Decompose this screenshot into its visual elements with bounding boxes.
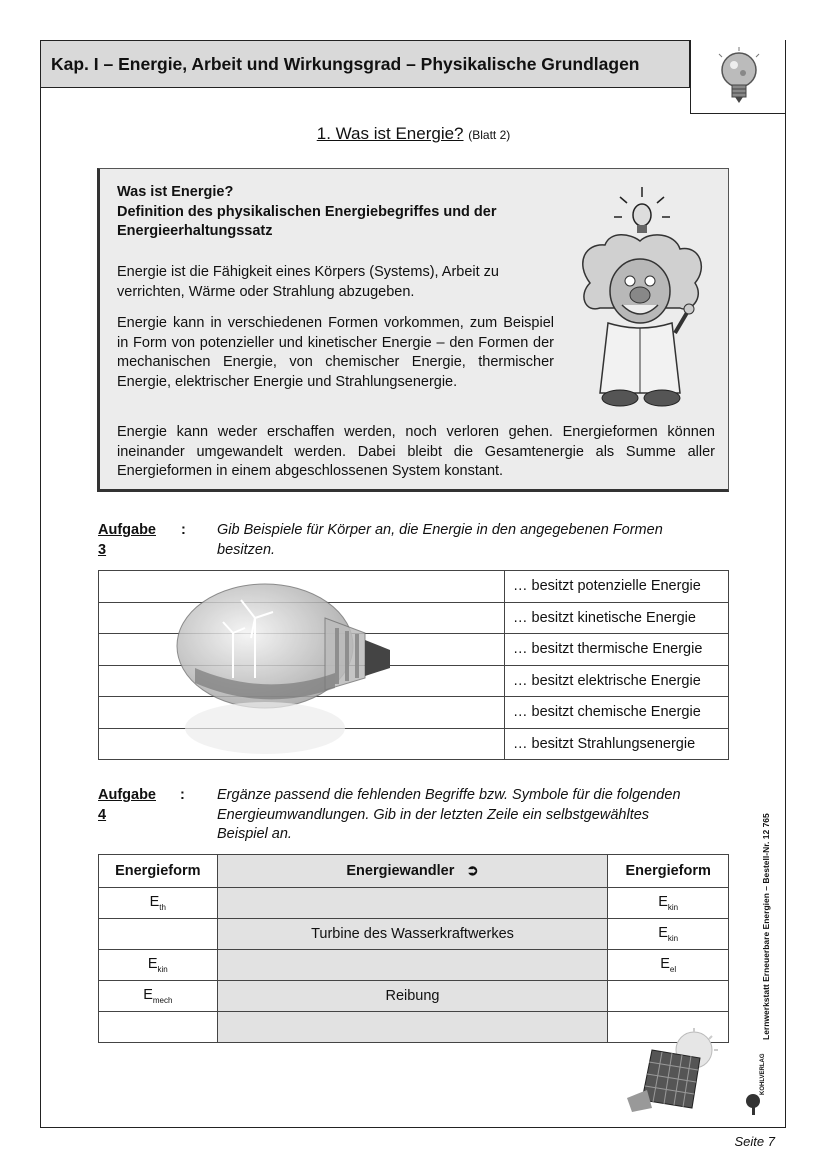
energy-form-label: … besitzt chemische Energie: [505, 697, 729, 729]
energieform-right[interactable]: [608, 981, 729, 1012]
task-3-text: Gib Beispiele für Körper an, die Energie in den angegebenen Formen besitzen.: [217, 522, 663, 558]
page-title: [0, 124, 827, 144]
header-energiewandler: Energiewandler ➲: [217, 855, 608, 888]
energieform-right[interactable]: $E_{kin}$: [608, 888, 729, 919]
task-4-label: Aufgabe 4: [98, 787, 156, 823]
energiewandler-cell[interactable]: Turbine des Wasserkraftwerkes: [217, 919, 608, 950]
definition-paragraph-1: Energie ist die Fähigkeit eines Körpers (Systems), Arbeit zu verrichten, Wärme oder Strahlung abzugeben.: [117, 264, 499, 300]
table-row: [99, 888, 729, 919]
energieform-right[interactable]: $E_{kin}$: [608, 919, 729, 950]
energiewandler-cell[interactable]: Reibung: [217, 981, 608, 1012]
energy-form-label: … besitzt thermische Energie: [505, 634, 729, 666]
task-4-colon: :: [180, 787, 185, 803]
header-logo-box: [690, 40, 786, 114]
energy-form-label: … besitzt potenzielle Energie: [505, 571, 729, 603]
task-4-table: [98, 854, 729, 1043]
definition-heading-2: Definition des physikalischen Energiebegriffes und der Energieerhaltungssatz: [117, 203, 497, 239]
energieform-left[interactable]: [99, 1012, 218, 1043]
energieform-left[interactable]: [99, 919, 218, 950]
lightbulb-windturbine-illustration: [175, 578, 405, 768]
table-row: [99, 919, 729, 950]
series-order-number: Lernwerkstatt Erneuerbare Energien – Bestell-Nr. 12 765: [761, 813, 771, 1040]
task-3-colon: :: [181, 522, 186, 538]
definition-paragraph-2: Energie kann in verschiedenen Formen vorkommen, zum Beispiel in Form von potenzieller und kinetischer Energie – den Formen der mechanischen Energie, von chemischer Energie, thermischer Energie, elektrischer Energie und Strahlungsenergie.: [117, 315, 554, 390]
energy-form-label: … besitzt elektrische Energie: [505, 665, 729, 697]
definition-heading-1: Was ist Energie?: [117, 184, 234, 200]
energy-form-label: … besitzt kinetische Energie: [505, 602, 729, 634]
table-row: [99, 950, 729, 981]
arrow-icon: ➲: [466, 863, 479, 879]
publisher-tree-icon: [745, 1092, 763, 1116]
lightbulb-icon: [691, 40, 787, 114]
energiewandler-cell[interactable]: [217, 1012, 608, 1043]
energieform-right[interactable]: $E_{el}$: [608, 950, 729, 981]
definition-box: [97, 168, 729, 492]
energieform-left[interactable]: $E_{mech}$: [99, 981, 218, 1012]
header-energieform-right: Energieform: [608, 855, 729, 888]
header-energieform-left: Energieform: [99, 855, 218, 888]
publisher-logo-text: KOHLVERLAG: [760, 1053, 766, 1095]
page-title-main: 1. Was ist Energie?: [316, 124, 464, 143]
chapter-header: [40, 40, 690, 88]
solar-panel-illustration: [622, 1028, 722, 1113]
page-number: Seite 7: [734, 1134, 775, 1149]
definition-heading: [117, 183, 562, 242]
energiewandler-cell[interactable]: [217, 950, 608, 981]
scientist-illustration: [570, 183, 710, 409]
energieform-left[interactable]: $E_{th}$: [99, 888, 218, 919]
chapter-title: Kap. I – Energie, Arbeit und Wirkungsgrad – Physikalische Grundlagen: [51, 53, 640, 74]
definition-paragraph-3: Energie kann weder erschaffen werden, noch verloren gehen. Energieformen können ineinander umgewandelt werden. Dabei bleibt die Gesamtenergie als Summe aller Energieformen in einem abgeschlossenen System konstant.: [117, 424, 715, 479]
energiewandler-cell[interactable]: [217, 888, 608, 919]
task-3-label: Aufgabe 3: [98, 522, 156, 558]
table-header-row: [99, 855, 729, 888]
page-title-sub: (Blatt 2): [468, 128, 511, 142]
energieform-left[interactable]: $E_{kin}$: [99, 950, 218, 981]
energy-form-label: … besitzt Strahlungsenergie: [505, 728, 729, 760]
task-4-text: Ergänze passend die fehlenden Begriffe bzw. Symbole für die folgenden Energieumwandlungen. Gib in der letzten Zeile ein selbstgewähltes Beispiel an.: [217, 787, 681, 842]
table-row: [99, 981, 729, 1012]
